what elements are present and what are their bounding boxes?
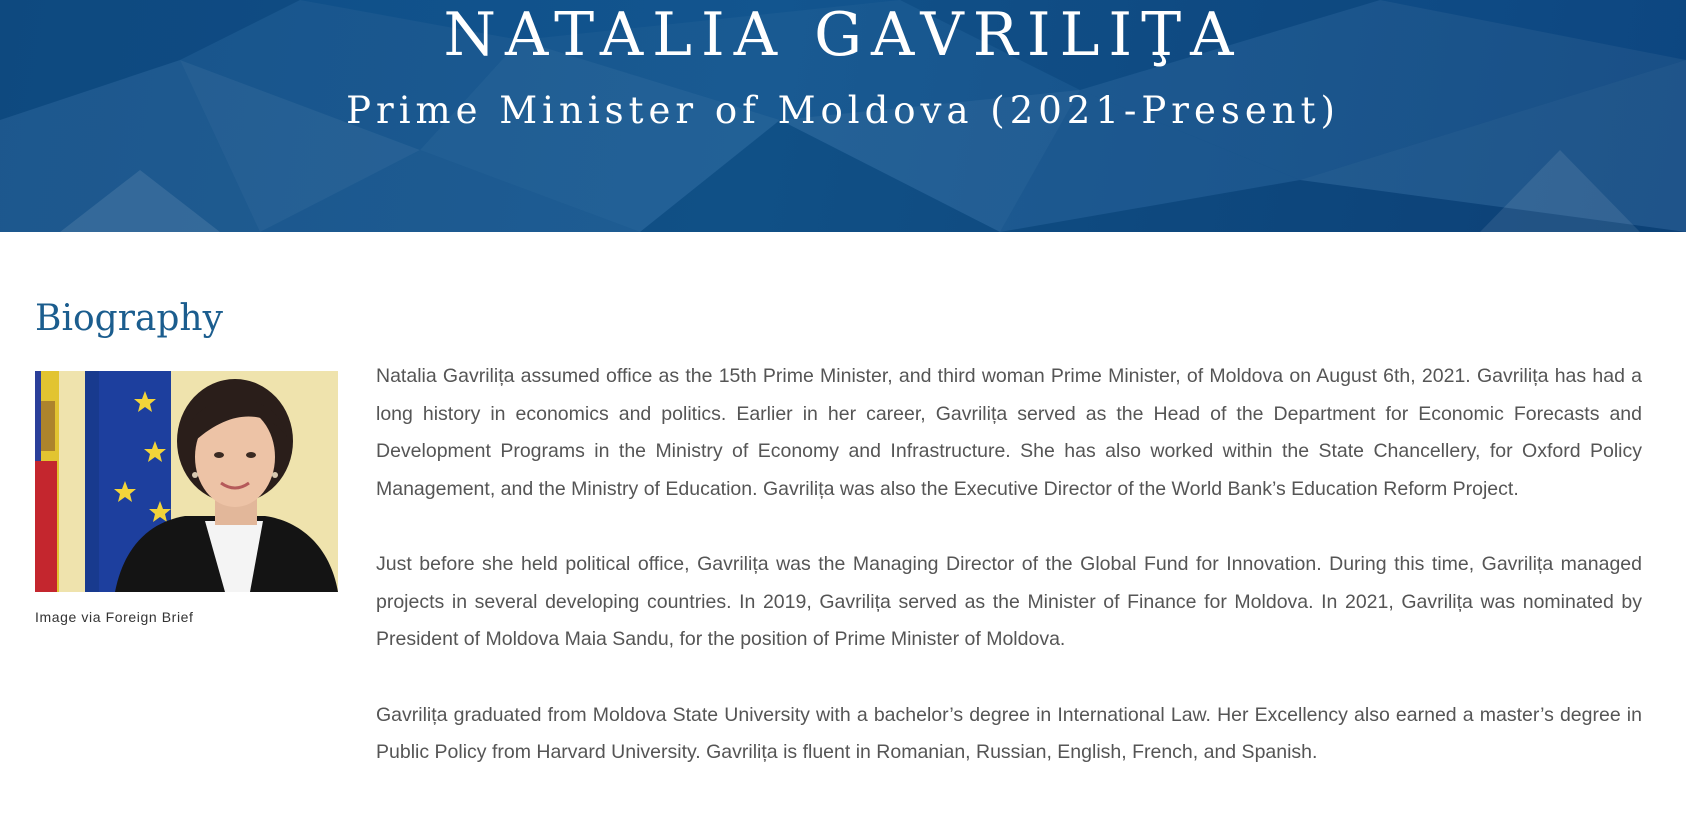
portrait-illustration [35,371,338,592]
bio-paragraph: Gavrilița graduated from Moldova State University with a bachelor’s degree in International Law. Her Excellency also earned a master’s degree in Public Policy from Harvard University. Gavrilița is fluent in Romanian, Russian, English, French, and Spanish. [376,703,1642,763]
page-title: NATALIA GAVRILIŢA [443,0,1243,70]
bio-paragraph: Just before she held political office, Gavrilița was the Managing Director of the Global Fund for Innovation. During this time, Gavrilița managed projects in several developing countries. In 2019, Gavrilița served as the Minister of Finance for Moldova. In 2021, Gavrilița was nominated by President of Moldova Maia Sandu, for the position of Prime Minister of Moldova. [376,553,1642,650]
page-subtitle: Prime Minister of Moldova (2021-Present) [346,89,1340,132]
portrait-photo [35,371,338,592]
biography-text [376,358,1642,810]
hero-banner [0,0,1686,232]
bio-paragraph: Natalia Gavrilița assumed office as the 15th Prime Minister, and third woman Prime Minister, of Moldova on August 6th, 2021. Gavrilița has had a long history in economics and politics. Earlier in her career, Gavrilița served as the Head of the Department for Economic Forecasts and Development Programs in the Ministry of Economy and Infrastructure. She has also worked within the State Chancellery, for Oxford Policy Management, and the Ministry of Education. Gavrilița was also the Executive Director of the World Bank’s Education Reform Project. [376,365,1642,500]
photo-caption: Image via Foreign Brief [35,609,194,625]
biography-heading: Biography [35,298,223,339]
